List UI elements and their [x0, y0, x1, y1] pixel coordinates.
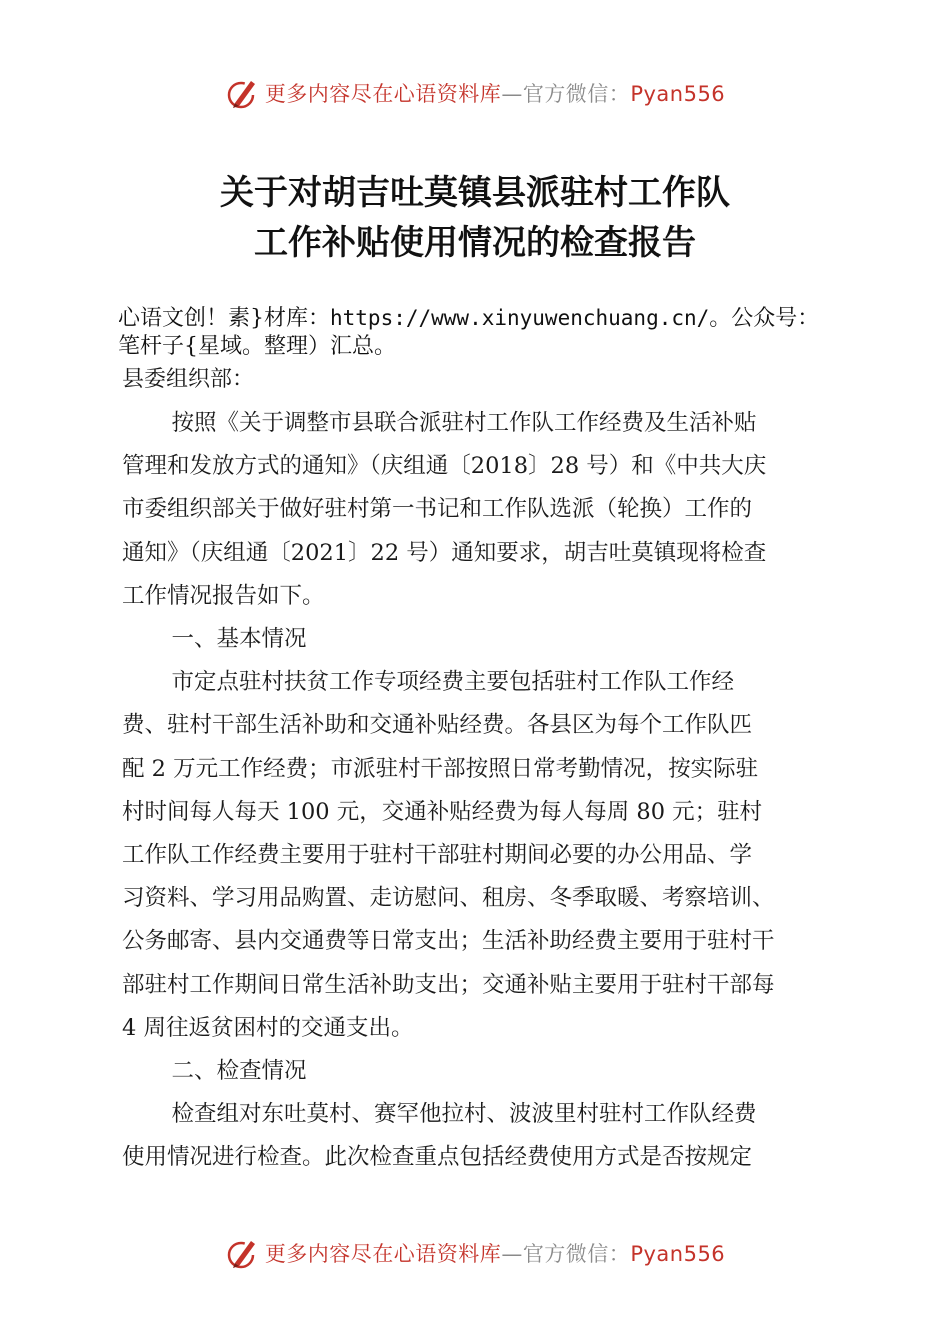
source-url: https://www.xinyuwenchuang.cn/	[330, 306, 710, 330]
paragraph-line: 公务邮寄、县内交通费等日常支出；生活补助经费主要用于驻村干	[122, 928, 775, 955]
paragraph-first-line: 二、检查情况	[171, 1058, 307, 1085]
document-body	[122, 402, 834, 1180]
source-note-line-2: 笔杆子{星域。整理）汇总。	[118, 334, 396, 359]
paragraph-first-line: 一、基本情况	[171, 626, 307, 653]
source-note	[118, 304, 878, 361]
banner-wechat-label: 官方微信：	[522, 82, 631, 106]
banner-wechat-id: Pyan556	[630, 82, 726, 106]
paragraph-line: 管理和发放方式的通知》（庆组通〔2018〕28 号）和《中共大庆	[122, 453, 767, 480]
source-note-prefix: 心语文创！素}材库：	[118, 306, 330, 331]
title-line-1: 关于对胡吉吐莫镇县派驻村工作队	[220, 173, 730, 213]
paragraph-line: 部驻村工作期间日常生活补助支出；交通补贴主要用于驻村干部每	[122, 971, 775, 998]
banner-dash: —	[501, 1242, 523, 1266]
paragraph-first-line: 市定点驻村扶贫工作专项经费主要包括驻村工作队工作经	[171, 669, 735, 696]
banner-main: 更多内容尽在心语资料库	[264, 82, 502, 106]
paragraph-line: 工作队工作经费主要用于驻村干部驻村期间必要的办公用品、学	[122, 842, 753, 869]
banner-main: 更多内容尽在心语资料库	[264, 1242, 502, 1266]
header-banner	[0, 72, 950, 114]
banner-wechat-id: Pyan556	[630, 1242, 726, 1266]
banner-wechat-label: 官方微信：	[522, 1242, 631, 1266]
banner-text	[265, 78, 725, 108]
paragraph-line: 通知》（庆组通〔2021〕22 号）通知要求，胡吉吐莫镇现将检查	[122, 539, 767, 566]
paragraph-line: 费、驻村干部生活补助和交通补贴经费。各县区为每个工作队匹	[122, 712, 753, 739]
fountain-pen-logo-icon	[225, 75, 261, 111]
paragraph-first-line: 按照《关于调整市县联合派驻村工作队工作经费及生活补贴	[171, 410, 757, 436]
paragraph-line: 4 周往返贫困村的交通支出。	[122, 1014, 414, 1041]
paragraph-line: 配 2 万元工作经费；市派驻村干部按照日常考勤情况，按实际驻	[122, 755, 759, 782]
paragraph-line: 村时间每人每天 100 元，交通补贴经费为每人每周 80 元；驻村	[122, 798, 763, 825]
source-note-line-1	[118, 304, 878, 333]
paragraph-line: 工作情况报告如下。	[122, 582, 325, 609]
paragraph-first-line: 检查组对东吐莫村、赛罕他拉村、波波里村驻村工作队经费	[171, 1101, 757, 1128]
banner-dash: —	[501, 82, 523, 106]
paragraph-line: 习资料、学习用品购置、走访慰问、租房、冬季取暖、考察培训、	[122, 885, 775, 912]
paragraph-line: 市委组织部关于做好驻村第一书记和工作队选派（轮换）工作的	[122, 496, 753, 523]
paragraph-line: 使用情况进行检查。此次检查重点包括经费使用方式是否按规定	[122, 1144, 753, 1171]
document-title	[0, 168, 950, 268]
banner-text	[265, 1238, 725, 1268]
title-line-2: 工作补贴使用情况的检查报告	[254, 223, 696, 263]
footer-banner	[0, 1232, 950, 1274]
source-note-suffix: 。公众号：	[709, 306, 820, 331]
fountain-pen-logo-icon	[225, 1235, 261, 1271]
addressee: 县委组织部：	[122, 367, 255, 392]
